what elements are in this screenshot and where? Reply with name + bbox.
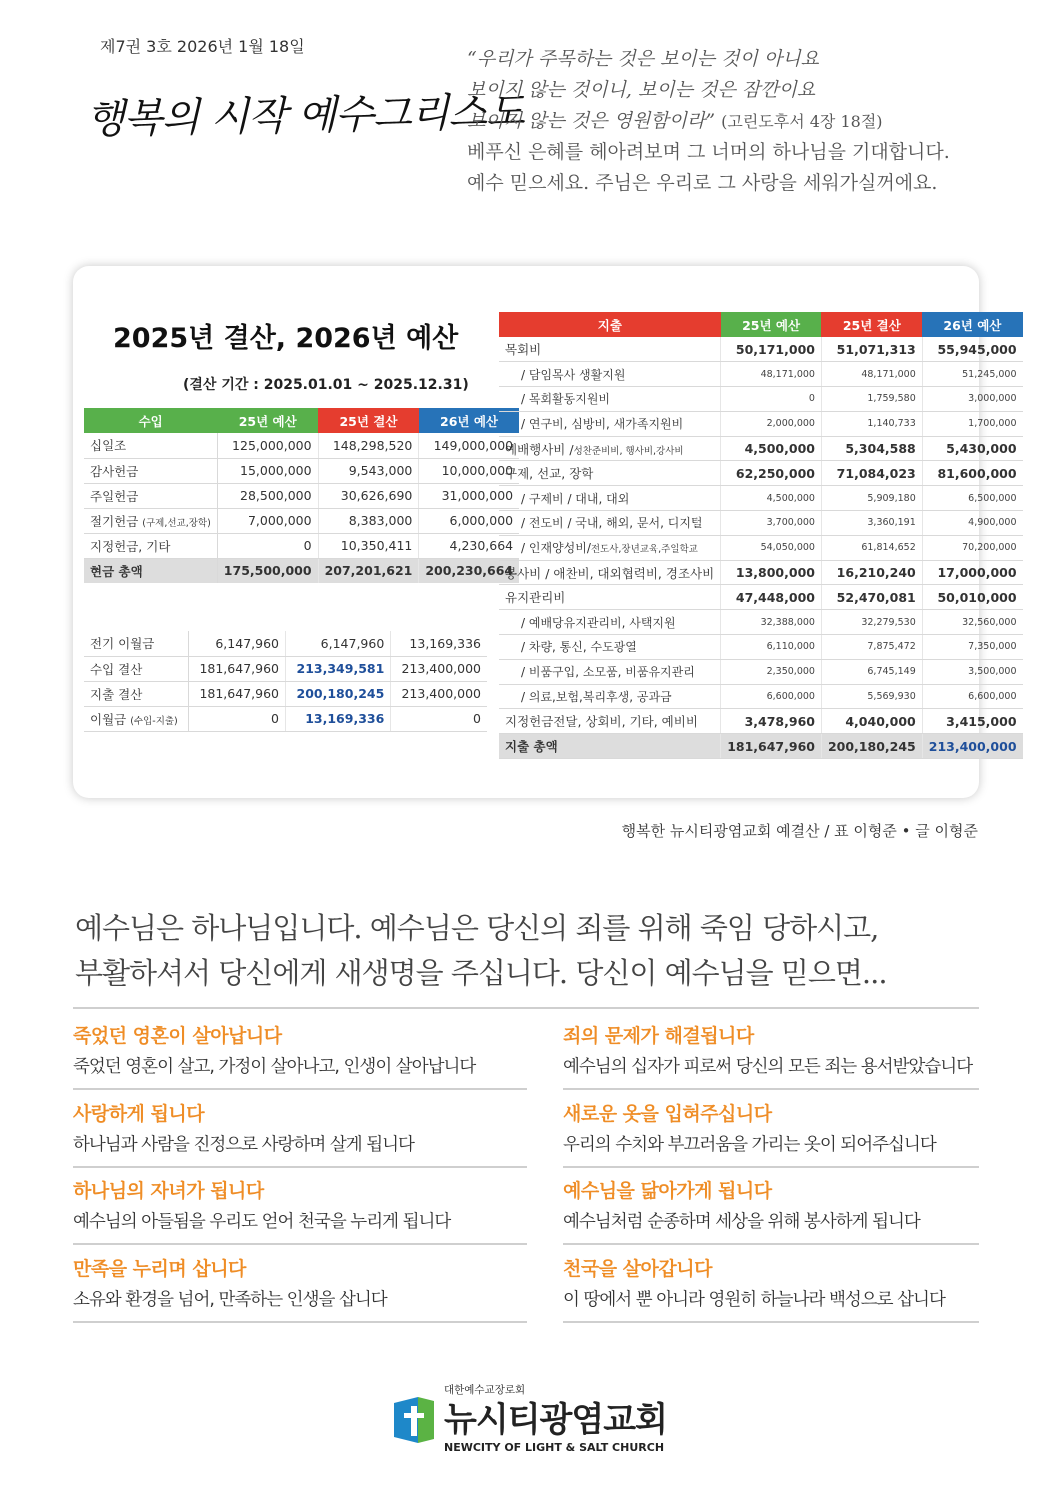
row-label: 절기헌금 bbox=[90, 513, 143, 529]
value-cell: 6,745,149 bbox=[821, 659, 922, 684]
table-row bbox=[499, 585, 1023, 610]
benefit-item bbox=[73, 1020, 527, 1090]
row-label: 이월금 bbox=[90, 711, 131, 727]
income-header-row bbox=[84, 408, 519, 433]
value-cell: 0 bbox=[217, 533, 318, 558]
verse-reference: (고린도후서 4장 18절) bbox=[721, 112, 883, 131]
benefit-text: 우리의 수치와 부끄러움을 가리는 옷이 되어주십니다 bbox=[563, 1134, 936, 1155]
value-cell: 48,171,000 bbox=[721, 362, 822, 387]
row-label: 수입 결산 bbox=[90, 661, 143, 677]
total-row bbox=[499, 734, 1023, 759]
benefit-heading: 사랑하게 됩니다 bbox=[73, 1102, 205, 1125]
divider bbox=[73, 1321, 527, 1323]
divider bbox=[563, 1166, 979, 1168]
value-cell: 213,349,581 bbox=[285, 656, 390, 681]
value-cell: 47,448,000 bbox=[721, 585, 822, 610]
table-row bbox=[499, 709, 1023, 734]
benefit-text: 이 땅에서 뿐 아니라 영원히 하늘나라 백성으로 삽니다 bbox=[563, 1289, 945, 1310]
value-cell: 71,084,023 bbox=[821, 461, 922, 486]
cross-logo-icon bbox=[394, 1397, 438, 1443]
table-row bbox=[84, 656, 487, 681]
row-label: / 연구비, 심방비, 새가족지원비 bbox=[521, 417, 684, 432]
total-value: 200,230,664 bbox=[419, 558, 519, 583]
row-label-cell bbox=[84, 706, 189, 731]
row-label: 목회비 bbox=[505, 342, 542, 358]
benefit-text: 죽었던 영혼이 살고, 가정이 살아나고, 인생이 살아납니다 bbox=[73, 1057, 476, 1077]
value-cell: 149,000,000 bbox=[419, 433, 519, 458]
table-row bbox=[499, 610, 1023, 635]
message-line: 베푸신 은혜를 헤아려보며 그 너머의 하나님을 기대합니다. bbox=[467, 141, 950, 163]
income-header-cell: 25년 예산 bbox=[217, 408, 318, 433]
row-label-note: 전도사,장년교육,주일학교 bbox=[590, 544, 698, 556]
row-label-cell bbox=[84, 483, 217, 508]
value-cell: 16,210,240 bbox=[821, 560, 922, 585]
value-cell: 200,180,245 bbox=[285, 681, 390, 706]
divider bbox=[563, 1088, 979, 1090]
benefit-text: 하나님과 사람을 진정으로 사랑하며 살게 됩니다 bbox=[73, 1134, 414, 1155]
table-row bbox=[499, 684, 1023, 709]
divider bbox=[73, 1007, 979, 1009]
value-cell: 4,500,000 bbox=[721, 486, 822, 511]
summary-table bbox=[84, 631, 487, 732]
row-label-cell bbox=[499, 610, 721, 635]
value-cell: 62,250,000 bbox=[721, 461, 822, 486]
benefit-heading: 새로운 옷을 입혀주십니다 bbox=[563, 1102, 772, 1125]
total-value: 181,647,960 bbox=[721, 734, 822, 759]
church-logo bbox=[394, 1382, 674, 1462]
value-cell: 3,415,000 bbox=[922, 709, 1022, 734]
table-row bbox=[84, 681, 487, 706]
value-cell: 54,050,000 bbox=[721, 535, 822, 560]
gospel-message bbox=[75, 906, 980, 996]
table-row bbox=[499, 387, 1023, 412]
table-row bbox=[499, 535, 1023, 560]
total-label: 지출 총액 bbox=[499, 734, 721, 759]
row-label-cell bbox=[499, 337, 721, 362]
row-label-cell bbox=[499, 436, 721, 461]
expense-table bbox=[499, 312, 1023, 759]
value-cell: 125,000,000 bbox=[217, 433, 318, 458]
row-label-cell bbox=[499, 511, 721, 536]
row-label: 지정헌금, 기타 bbox=[90, 538, 171, 554]
row-label: 지출 결산 bbox=[90, 686, 143, 702]
value-cell: 7,875,472 bbox=[821, 635, 922, 660]
value-cell: 51,245,000 bbox=[922, 362, 1022, 387]
row-label-cell bbox=[499, 659, 721, 684]
benefit-text: 소유와 환경을 넘어, 만족하는 인생을 삽니다 bbox=[73, 1289, 387, 1310]
value-cell: 3,500,000 bbox=[922, 659, 1022, 684]
total-row bbox=[84, 558, 519, 583]
value-cell: 10,000,000 bbox=[419, 458, 519, 483]
row-label-cell bbox=[499, 684, 721, 709]
row-label: 십일조 bbox=[90, 438, 127, 454]
row-label-cell bbox=[84, 656, 189, 681]
row-label-cell bbox=[499, 461, 721, 486]
income-table bbox=[84, 408, 519, 583]
total-label: 현금 총액 bbox=[84, 558, 217, 583]
value-cell: 51,071,313 bbox=[821, 337, 922, 362]
table-row bbox=[84, 508, 519, 533]
value-cell: 10,350,411 bbox=[318, 533, 419, 558]
value-cell: 148,298,520 bbox=[318, 433, 419, 458]
benefit-heading: 만족을 누리며 삽니다 bbox=[73, 1257, 246, 1280]
verse-line: 보이지 않는 것이니, 보이는 것은 잠깐이요 bbox=[467, 79, 816, 101]
message-line: 예수 믿으세요. 주님은 우리로 그 사랑을 세워가실꺼에요. bbox=[467, 172, 938, 194]
total-value: 207,201,621 bbox=[318, 558, 419, 583]
logo-name: 뉴시티광염교회 bbox=[444, 1400, 667, 1440]
value-cell: 50,171,000 bbox=[721, 337, 822, 362]
total-value: 213,400,000 bbox=[922, 734, 1022, 759]
row-label-cell bbox=[84, 458, 217, 483]
row-label-cell bbox=[499, 635, 721, 660]
row-label: / 전도비 / 국내, 해외, 문서, 디지털 bbox=[521, 516, 703, 531]
value-cell: 13,169,336 bbox=[391, 631, 487, 656]
table-row bbox=[84, 483, 519, 508]
table-row bbox=[499, 560, 1023, 585]
budget-card bbox=[73, 266, 1017, 798]
table-row bbox=[84, 433, 519, 458]
handwritten-title: 행복의 시작 예수그리스도 bbox=[85, 89, 524, 143]
value-cell: 213,400,000 bbox=[391, 681, 487, 706]
row-label-cell bbox=[499, 486, 721, 511]
row-label: / 예배당유지관리비, 사택지원 bbox=[521, 615, 676, 630]
expense-header-cell: 지출 bbox=[499, 312, 721, 337]
value-cell: 4,040,000 bbox=[821, 709, 922, 734]
value-cell: 3,700,000 bbox=[721, 511, 822, 536]
row-label-cell bbox=[499, 535, 721, 560]
table-row bbox=[499, 436, 1023, 461]
value-cell: 55,945,000 bbox=[922, 337, 1022, 362]
total-value: 200,180,245 bbox=[821, 734, 922, 759]
row-label-cell bbox=[499, 709, 721, 734]
row-label-cell bbox=[84, 433, 217, 458]
table-row bbox=[84, 533, 519, 558]
value-cell: 50,010,000 bbox=[922, 585, 1022, 610]
benefit-item bbox=[563, 1253, 979, 1323]
value-cell: 6,600,000 bbox=[721, 684, 822, 709]
value-cell: 13,800,000 bbox=[721, 560, 822, 585]
budget-period: (결산 기간 : 2025.01.01 ~ 2025.12.31) bbox=[183, 377, 469, 393]
value-cell: 3,478,960 bbox=[721, 709, 822, 734]
value-cell: 0 bbox=[391, 706, 487, 731]
budget-title: 2025년 결산, 2026년 예산 bbox=[113, 323, 459, 354]
value-cell: 32,279,530 bbox=[821, 610, 922, 635]
row-label: / 차량, 통신, 수도광열 bbox=[521, 640, 637, 655]
value-cell: 13,169,336 bbox=[285, 706, 390, 731]
gospel-line: 부활하셔서 당신에게 새생명을 주십니다. 당신이 예수님을 믿으면... bbox=[75, 956, 887, 990]
value-cell: 181,647,960 bbox=[189, 656, 286, 681]
value-cell: 81,600,000 bbox=[922, 461, 1022, 486]
row-label-cell bbox=[499, 585, 721, 610]
table-row bbox=[84, 631, 487, 656]
row-label: 주일헌금 bbox=[90, 488, 139, 504]
benefit-item bbox=[563, 1020, 979, 1090]
row-label-cell bbox=[84, 681, 189, 706]
benefit-heading: 죄의 문제가 해결됩니다 bbox=[563, 1025, 754, 1047]
value-cell: 32,388,000 bbox=[721, 610, 822, 635]
row-label-cell bbox=[499, 387, 721, 412]
value-cell: 9,543,000 bbox=[318, 458, 419, 483]
table-row bbox=[84, 706, 487, 731]
benefit-item bbox=[563, 1175, 979, 1245]
value-cell: 1,759,580 bbox=[821, 387, 922, 412]
row-label-cell bbox=[84, 508, 217, 533]
value-cell: 52,470,081 bbox=[821, 585, 922, 610]
row-label: 감사헌금 bbox=[90, 463, 139, 479]
table-row bbox=[499, 486, 1023, 511]
benefit-heading: 하나님의 자녀가 됩니다 bbox=[73, 1180, 264, 1202]
value-cell: 4,900,000 bbox=[922, 511, 1022, 536]
row-label: / 담임목사 생활지원 bbox=[521, 367, 626, 382]
row-label-cell bbox=[84, 631, 189, 656]
value-cell: 213,400,000 bbox=[391, 656, 487, 681]
benefit-text: 예수님의 아들됨을 우리도 얻어 천국을 누리게 됩니다 bbox=[73, 1212, 451, 1232]
total-value: 175,500,000 bbox=[217, 558, 318, 583]
row-label: / 의료,보험,복리후생, 공과금 bbox=[521, 690, 672, 705]
value-cell: 4,230,664 bbox=[419, 533, 519, 558]
expense-header-cell: 25년 예산 bbox=[721, 312, 822, 337]
verse-line bbox=[467, 106, 1027, 137]
benefit-item bbox=[73, 1175, 527, 1245]
row-label: / 목회활동지원비 bbox=[521, 392, 611, 407]
row-label-cell bbox=[499, 560, 721, 585]
row-label: 예배행사비 / bbox=[505, 441, 574, 457]
value-cell: 6,500,000 bbox=[922, 486, 1022, 511]
row-label: 봉사비 / 애찬비, 대외협력비, 경조사비 bbox=[505, 565, 715, 581]
table-row bbox=[499, 411, 1023, 436]
divider bbox=[73, 1243, 527, 1245]
benefit-heading: 죽었던 영혼이 살아납니다 bbox=[73, 1025, 282, 1047]
row-label: / 구제비 / 대내, 대외 bbox=[521, 491, 630, 506]
value-cell: 61,814,652 bbox=[821, 535, 922, 560]
table-row bbox=[499, 362, 1023, 387]
value-cell: 17,000,000 bbox=[922, 560, 1022, 585]
value-cell: 7,000,000 bbox=[217, 508, 318, 533]
value-cell: 6,147,960 bbox=[285, 631, 390, 656]
divider bbox=[563, 1243, 979, 1245]
value-cell: 32,560,000 bbox=[922, 610, 1022, 635]
verse-line: “우리가 주목하는 것은 보이는 것이 아니요 bbox=[467, 48, 819, 70]
value-cell: 15,000,000 bbox=[217, 458, 318, 483]
value-cell: 5,430,000 bbox=[922, 436, 1022, 461]
value-cell: 0 bbox=[721, 387, 822, 412]
expense-header-cell: 26년 예산 bbox=[922, 312, 1022, 337]
value-cell: 6,110,000 bbox=[721, 635, 822, 660]
benefit-item bbox=[563, 1098, 979, 1168]
row-label: 전기 이월금 bbox=[90, 636, 155, 652]
value-cell: 6,147,960 bbox=[189, 631, 286, 656]
value-cell: 7,350,000 bbox=[922, 635, 1022, 660]
value-cell: 1,140,733 bbox=[821, 411, 922, 436]
row-label: 지정헌금전달, 상회비, 기타, 예비비 bbox=[505, 714, 698, 730]
benefit-heading: 예수님을 닮아가게 됩니다 bbox=[563, 1180, 772, 1202]
table-row bbox=[499, 635, 1023, 660]
benefit-item bbox=[73, 1253, 527, 1323]
gospel-line: 예수님은 하나님입니다. 예수님은 당신의 죄를 위해 죽임 당하시고, bbox=[75, 911, 879, 945]
income-header-cell: 25년 결산 bbox=[318, 408, 419, 433]
divider bbox=[73, 1166, 527, 1168]
row-label-note: (구제,선교,장학) bbox=[142, 517, 211, 529]
divider bbox=[73, 1088, 527, 1090]
value-cell: 5,304,588 bbox=[821, 436, 922, 461]
value-cell: 8,383,000 bbox=[318, 508, 419, 533]
table-row bbox=[499, 511, 1023, 536]
value-cell: 31,000,000 bbox=[419, 483, 519, 508]
income-header-cell: 26년 예산 bbox=[419, 408, 519, 433]
table-row bbox=[499, 337, 1023, 362]
row-label-cell bbox=[499, 411, 721, 436]
table-row bbox=[84, 458, 519, 483]
issue-line: 제7권 3호 2026년 1월 18일 bbox=[100, 37, 305, 56]
table-row bbox=[499, 659, 1023, 684]
value-cell: 181,647,960 bbox=[189, 681, 286, 706]
row-label: / 인재양성비/ bbox=[521, 541, 591, 556]
value-cell: 3,000,000 bbox=[922, 387, 1022, 412]
benefit-heading: 천국을 살아갑니다 bbox=[563, 1257, 712, 1280]
verse-block bbox=[467, 44, 1027, 199]
row-label: / 비품구입, 소모품, 비품유지관리 bbox=[521, 665, 695, 680]
value-cell: 2,000,000 bbox=[721, 411, 822, 436]
benefit-text: 예수님처럼 순종하며 세상을 위해 봉사하게 됩니다 bbox=[563, 1212, 920, 1232]
value-cell: 30,626,690 bbox=[318, 483, 419, 508]
benefit-item bbox=[73, 1098, 527, 1168]
value-cell: 0 bbox=[189, 706, 286, 731]
value-cell: 48,171,000 bbox=[821, 362, 922, 387]
value-cell: 5,569,930 bbox=[821, 684, 922, 709]
value-cell: 1,700,000 bbox=[922, 411, 1022, 436]
logo-english-name: NEWCITY OF LIGHT & SALT CHURCH bbox=[444, 1441, 665, 1454]
value-cell: 6,000,000 bbox=[419, 508, 519, 533]
row-label-note: 성찬준비비, 행사비,강사비 bbox=[573, 445, 684, 457]
credit-line: 행복한 뉴시티광염교회 예결산 / 표 이형준 • 글 이형준 bbox=[621, 822, 978, 840]
verse-line-text: 보이지 않는 것은 영원함이라” bbox=[467, 110, 716, 132]
value-cell: 70,200,000 bbox=[922, 535, 1022, 560]
value-cell: 28,500,000 bbox=[217, 483, 318, 508]
row-label: 유지관리비 bbox=[505, 590, 566, 606]
expense-header-cell: 25년 결산 bbox=[821, 312, 922, 337]
row-label-note: (수입-지출) bbox=[130, 715, 178, 727]
row-label-cell bbox=[84, 533, 217, 558]
table-row bbox=[499, 461, 1023, 486]
divider bbox=[563, 1321, 979, 1323]
value-cell: 5,909,180 bbox=[821, 486, 922, 511]
value-cell: 3,360,191 bbox=[821, 511, 922, 536]
value-cell: 6,600,000 bbox=[922, 684, 1022, 709]
row-label-cell bbox=[499, 362, 721, 387]
row-label: 구제, 선교, 장학 bbox=[505, 466, 594, 482]
logo-org: 대한예수교장로회 bbox=[444, 1384, 526, 1396]
value-cell: 4,500,000 bbox=[721, 436, 822, 461]
income-header-cell: 수입 bbox=[84, 408, 217, 433]
benefit-text: 예수님의 십자가 피로써 당신의 모든 죄는 용서받았습니다 bbox=[563, 1057, 973, 1077]
value-cell: 2,350,000 bbox=[721, 659, 822, 684]
expense-header-row bbox=[499, 312, 1023, 337]
